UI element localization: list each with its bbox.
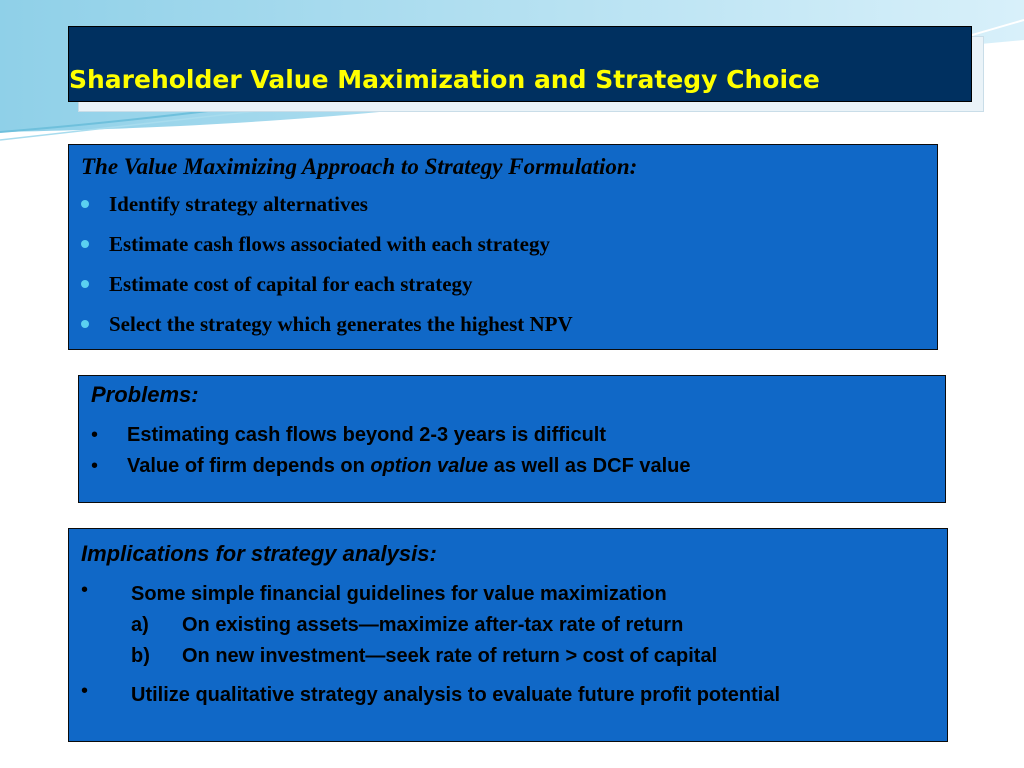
approach-list (81, 192, 925, 352)
problems-box (78, 375, 946, 503)
bullet-dot-icon (81, 320, 89, 328)
sub-item: a) On existing assets—maximize after-tax rate of return (131, 614, 684, 636)
approach-box (68, 144, 938, 350)
title-bar (68, 26, 972, 102)
bullet-icon: • (81, 579, 89, 601)
bullet-icon: • (81, 680, 89, 702)
implications-box (68, 528, 948, 742)
option-value-emphasis: option value (370, 455, 489, 477)
list-item: Select the strategy which generates the highest NPV (81, 312, 925, 352)
slide-title: Shareholder Value Maximization and Strategy Choice (69, 65, 820, 94)
list-item: • Some simple financial guidelines for value maximization a) On existing assets—maximize after-tax rate of return b) On new investment—seek rate of return > cost of capital (81, 579, 935, 672)
list-item: Estimate cost of capital for each strategy (81, 272, 925, 312)
bullet-icon: • (91, 424, 99, 446)
problems-heading: Problems: (91, 382, 199, 407)
list-item: • Utilize qualitative strategy analysis to evaluate future profit potential (81, 680, 935, 710)
bullet-dot-icon (81, 280, 89, 288)
sub-item: b) On new investment—seek rate of return > cost of capital (131, 645, 718, 667)
bullet-icon: • (91, 455, 99, 477)
list-item: Identify strategy alternatives (81, 192, 925, 232)
list-item: • Estimating cash flows beyond 2-3 years is difficult (91, 424, 933, 455)
bullet-dot-icon (81, 240, 89, 248)
approach-heading: The Value Maximizing Approach to Strategy Formulation: (81, 154, 638, 179)
list-item: • Value of firm depends on option value as well as DCF value (91, 455, 933, 486)
implications-heading: Implications for strategy analysis: (81, 541, 437, 566)
bullet-dot-icon (81, 200, 89, 208)
list-item: Estimate cash flows associated with each strategy (81, 232, 925, 272)
problems-list (91, 424, 933, 486)
